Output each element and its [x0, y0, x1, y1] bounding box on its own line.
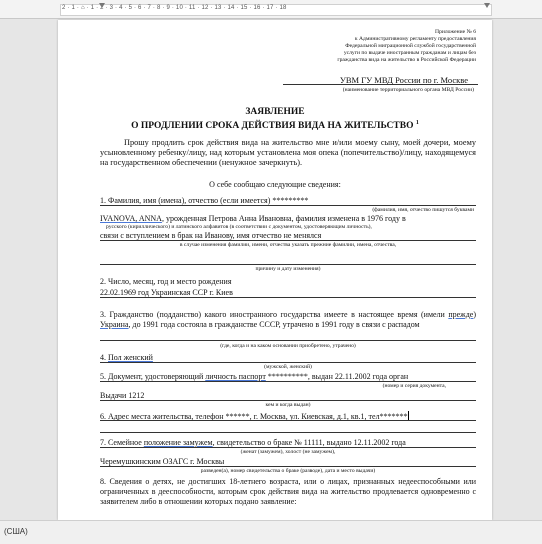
field-3-part-1: 3. Гражданство (подданство) какого иностранного государства имеете в настоящее время (имели [100, 310, 449, 319]
field-5-value: **********, выдан 22.11.2002 года орган [265, 372, 409, 381]
field-1-value-rest: , урожденная Петрова Анна Ивановна, фамилия изменена в 1976 году в [161, 214, 406, 223]
field-1-label: 1. Фамилия, имя (имена), отчество (если имеется) ********* [100, 196, 309, 205]
about-heading: О себе сообщаю следующие сведения: [209, 180, 341, 189]
appendix-line-5: гражданства вида на жительство в Российской Федерации [337, 57, 476, 63]
appendix-line-1: Приложение № 6 [435, 29, 476, 35]
field-7-note-1: (женат (замужем), холост (не замужем), [240, 449, 336, 455]
field-3-part-3: , до 1991 года состояла в гражданстве СССР, утрачено в 1991 году в связи с распадом [128, 320, 420, 329]
appendix-line-4: услуги по выдаче иностранным гражданам и лицам без [343, 50, 476, 56]
doc-subtitle-text: О ПРОДЛЕНИИ СРОКА ДЕЙСТВИЯ ВИДА НА ЖИТЕЛЬСТВО [131, 121, 414, 132]
field-3-underlined-2: Украина [100, 320, 129, 329]
field-1-value[interactable] [100, 214, 406, 223]
field-6-label: 6. Адрес места жительства, [100, 412, 196, 421]
field-5-note-1: (номер и серия документа, [382, 383, 446, 389]
field-2-line [100, 297, 476, 298]
doc-title: ЗАЯВЛЕНИЕ [245, 107, 305, 117]
authority-note: (наименование территориального органа МВД России) [342, 87, 474, 93]
field-5-value-2[interactable]: Выдачи 1212 [100, 391, 145, 400]
field-5-line-2 [100, 400, 476, 401]
field-3-part-2: ) [473, 310, 476, 319]
field-7-label: 7. Семейное [100, 438, 144, 447]
footnote-mark: 1 [415, 120, 419, 126]
doc-subtitle [58, 119, 492, 131]
document-page[interactable] [58, 20, 492, 520]
field-2-label: 2. Число, месяц, год и место рождения [100, 277, 232, 286]
field-6-underlined: телефон ****** [195, 412, 250, 421]
field-1-line-2 [100, 240, 476, 241]
field-7-line [100, 447, 476, 448]
field-1-note-4: причину и дату изменения) [255, 266, 321, 272]
field-3-underlined-1: прежде [448, 310, 474, 319]
appendix-line-2: к Административному регламенту предоставления [354, 36, 476, 42]
field-8-paragraph[interactable]: 8. Сведения о детях, не достигших 18-летнего возраста, или о лицах, признанных недееспособными или ограниченных в дееспособности, которым срок действия вида на жительство продлевается одновременно с заявителем либо в отношении которых подано заявление: [100, 477, 476, 506]
field-5-row[interactable] [100, 372, 408, 381]
field-6-line-2 [100, 432, 476, 433]
authority-underline [283, 84, 478, 85]
field-4-row[interactable] [100, 353, 153, 362]
field-4-value: Пол женский [108, 353, 153, 362]
horizontal-ruler[interactable] [0, 0, 542, 19]
field-6-line [100, 420, 476, 421]
field-5-line [100, 381, 476, 382]
field-4-line [100, 362, 476, 363]
field-1-value-2[interactable]: связи с вступлением в брак на Иванову, имя отчество не менялся [100, 231, 322, 240]
text-cursor [408, 411, 409, 420]
field-5-note-2: кем и когда выдан) [265, 402, 311, 408]
field-1-note-2: русского (кириллического) и латинского алфавитов (в соответствии с документом, удостоверяющим личность), [106, 224, 372, 230]
appendix-line-3: Федеральной миграционной службой государственной [345, 43, 476, 49]
field-7-row[interactable] [100, 438, 406, 447]
field-3-note: (где, когда и на каком основании приобретено, утрачено) [220, 343, 356, 349]
field-1-line-3 [100, 264, 476, 265]
right-indent-marker-icon[interactable] [484, 3, 490, 8]
field-1-latin-name: IVANOVA, ANNA [100, 214, 162, 223]
field-7-value: , свидетельство о браке № 11111, выдано 12.11.2002 года [212, 438, 406, 447]
field-4-note: (мужской, женский) [264, 364, 312, 370]
field-1-note-3: в случае изменения фамилии, имени, отчества указать прежние фамилии, имена, отчества, [179, 242, 397, 248]
field-7-line-2 [100, 466, 476, 467]
field-7-value-2[interactable]: Черемушкинским ОЗАГС г. Москвы [100, 457, 225, 466]
field-5-label: 5. Документ, удостоверяющий [100, 372, 206, 381]
authority-name: УВМ ГУ МВД России по г. Москве [339, 75, 468, 85]
indent-marker-icon[interactable] [99, 3, 105, 8]
status-bar [0, 520, 542, 544]
field-7-underlined: положение замужем [143, 438, 213, 447]
field-6-value: , г. Москва, ул. Киевская, д.1, кв.1, тел******* [249, 412, 408, 421]
field-5-underlined: личность паспорт [205, 372, 266, 381]
status-language[interactable]: (США) [4, 527, 28, 536]
field-3-line [100, 340, 476, 341]
field-1-line [100, 205, 476, 206]
intro-paragraph: Прошу продлить срок действия вида на жительство мне и/или моему сыну, моей дочери, моему усыновленному ребенку/лицу, над которым установлена моя опека (попечительство)/лицу, находящемуся на государственном обеспечении (ненужное зачеркнуть). [100, 138, 476, 167]
field-2-value[interactable]: 22.02.1969 год Украинская ССР г. Киев [100, 288, 233, 297]
field-7-note-2: разведен(а), номер свидетельства о браке (разводе), дата и место выдачи) [200, 468, 376, 474]
field-3-paragraph[interactable] [100, 310, 476, 330]
field-1-note-1: (фамилия, имя, отчество пишутся буквами [372, 207, 474, 213]
field-4-label: 4. [100, 353, 108, 362]
ruler-ticks: 2 · 1 · ⌂ · 1 · 2 · 3 · 4 · 5 · 6 · 7 · 8 · 9 · 10 · 11 · 12 · 13 · 14 · 15 · 16 · 17 · 18 [62, 5, 287, 11]
